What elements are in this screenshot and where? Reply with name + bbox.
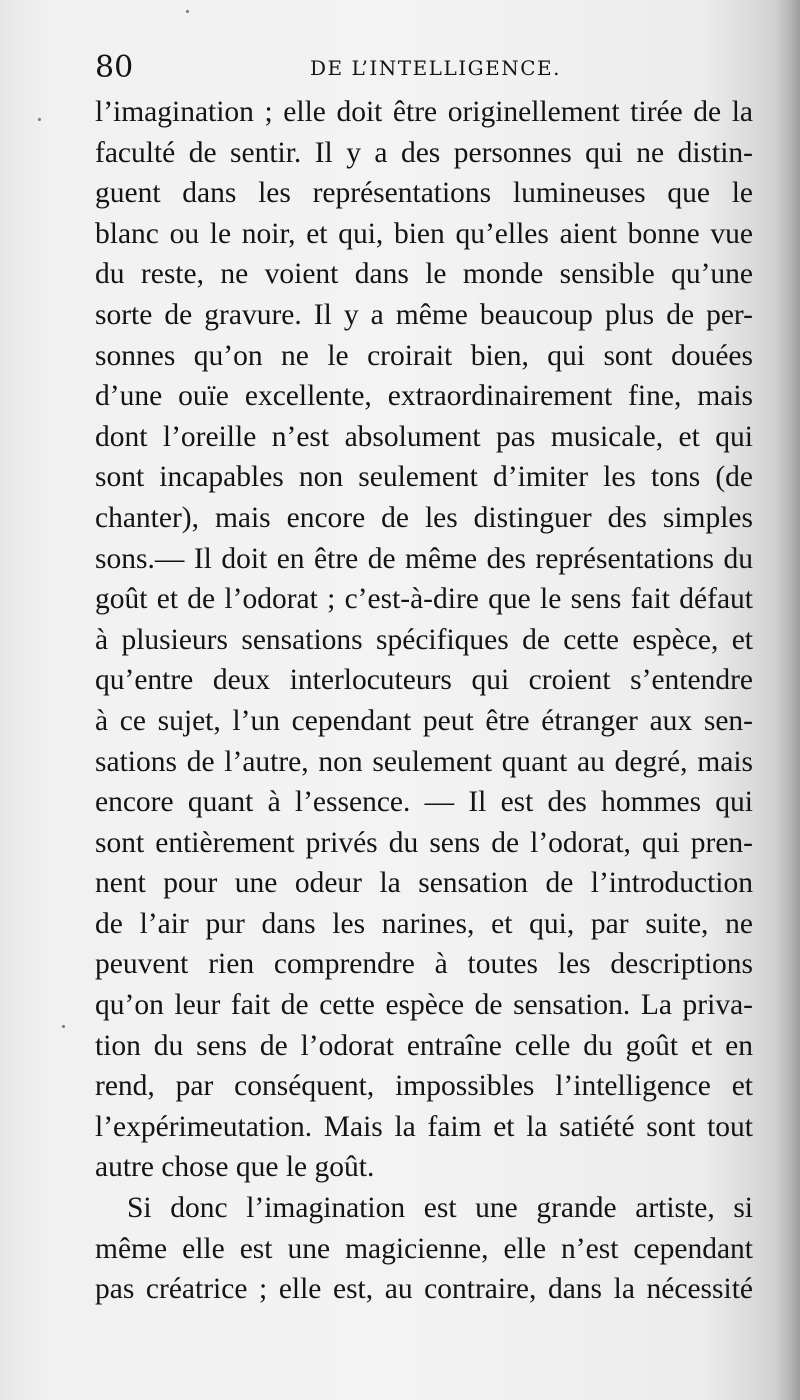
text-line: Si donc l’imagination est une grande artiste, si <box>127 1192 753 1225</box>
text-line: encore quant à l’essence. — Il est des hommes qui <box>95 786 753 819</box>
text-line: même elle est une magicienne, elle n’est cependant <box>95 1232 753 1265</box>
text-line: faculté de sentir. Il y a des personnes qui ne distin- <box>95 136 753 169</box>
text-line: blanc ou le noir, et qui, bien qu’elles aient bonne vue <box>95 217 753 250</box>
page-gutter-shadow <box>774 0 800 1400</box>
text-line: l’expérimeutation. Mais la faim et la satiété sont tout <box>95 1110 753 1143</box>
page-header <box>95 44 745 84</box>
text-line: peuvent rien comprendre à toutes les descriptions <box>95 948 753 981</box>
text-line: à plusieurs sensations spécifiques de cette espèce, et <box>95 623 753 656</box>
body-text <box>95 92 753 1310</box>
text-line: qu’on leur fait de cette espèce de sensation. La priva- <box>95 989 753 1022</box>
text-line: guent dans les représentations lumineuses que le <box>95 177 753 210</box>
text-line: dont l’oreille n’est absolument pas musicale, et qui <box>95 420 753 453</box>
text-line: qu’entre deux interlocuteurs qui croient s’entendre <box>95 664 753 697</box>
text-line: autre chose que le goût. <box>95 1151 375 1184</box>
text-line: rend, par conséquent, impossibles l’intelligence et <box>95 1070 753 1103</box>
print-speck <box>186 10 189 13</box>
text-line: pas créatrice ; elle est, au contraire, dans la nécessité <box>95 1273 753 1306</box>
text-line: à ce sujet, l’un cependant peut être étranger aux sen- <box>95 704 753 737</box>
text-line: du reste, ne voient dans le monde sensible qu’une <box>95 258 753 291</box>
text-line: l’imagination ; elle doit être originellement tirée de la <box>95 96 753 128</box>
text-line: sonnes qu’on ne le croirait bien, qui sont douées <box>95 339 753 372</box>
text-line: d’une ouïe excellente, extraordinairement fine, mais <box>95 380 753 413</box>
text-line: goût et de l’odorat ; c’est-à-dire que le sens fait défaut <box>95 583 753 616</box>
running-head: DE L’INTELLIGENCE. <box>310 56 561 80</box>
text-line: sont incapables non seulement d’imiter les tons (de <box>95 461 753 494</box>
print-speck <box>62 1025 65 1028</box>
text-line: sations de l’autre, non seulement quant au degré, mais <box>95 745 753 778</box>
text-line: nent pour une odeur la sensation de l’introduction <box>95 867 753 900</box>
text-line: sons.— Il doit en être de même des représentations du <box>95 542 753 575</box>
text-line: sorte de gravure. Il y a même beaucoup plus de per- <box>95 298 753 331</box>
text-line: sont entièrement privés du sens de l’odorat, qui pren- <box>95 826 753 859</box>
page-number: 80 <box>95 50 134 85</box>
text-line: tion du sens de l’odorat entraîne celle du goût et en <box>95 1029 753 1062</box>
print-speck <box>38 118 41 121</box>
text-line: chanter), mais encore de les distinguer des simples <box>95 501 753 534</box>
text-line: de l’air pur dans les narines, et qui, par suite, ne <box>95 907 753 940</box>
